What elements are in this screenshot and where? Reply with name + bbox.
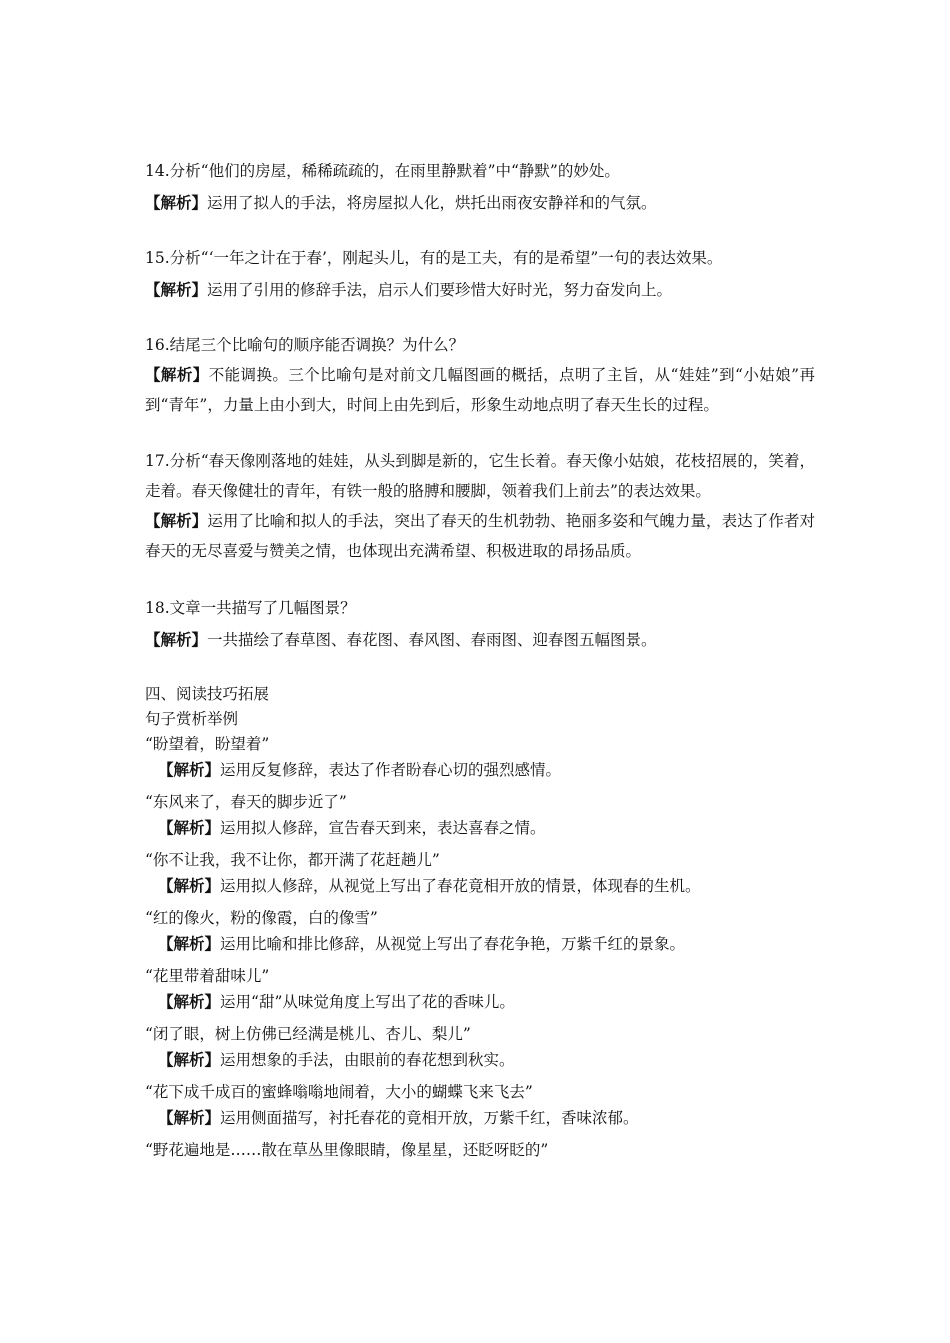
spacer — [145, 652, 815, 682]
spacer — [145, 302, 815, 333]
analysis-tag: 【解析】 — [158, 818, 221, 837]
answer-text: 运用拟人修辞，宣告春天到来，表达喜春之情。 — [220, 819, 546, 837]
analysis-tag: 【解析】 — [158, 760, 221, 779]
answer-15 — [145, 278, 815, 302]
spacer — [145, 215, 815, 246]
example-quote: “你不让我，我不让你，都开满了花赶趟儿” — [145, 851, 440, 869]
answer-17 — [145, 506, 815, 566]
answer-text: 运用想象的手法，由眼前的春花想到秋实。 — [220, 1051, 515, 1069]
spacer — [145, 566, 815, 596]
example-quote: “红的像火，粉的像霞，白的像雪” — [145, 909, 378, 927]
example-answer — [145, 931, 815, 964]
example-quote: “野花遍地是……散在草丛里像眼睛，像星星，还眨呀眨的” — [145, 1141, 549, 1159]
answer-text: 一共描绘了春草图、春花图、春风图、春雨图、迎春图五幅图景。 — [207, 631, 657, 649]
question-15: 15.分析“‘一年之计在于春’，刚起头儿，有的是工夫，有的是希望”一句的表达效果。 — [145, 249, 723, 267]
answer-text: 运用比喻和排比修辞，从视觉上写出了春花争艳，万紫千红的景象。 — [220, 935, 686, 953]
analysis-tag: 【解析】 — [158, 1050, 221, 1069]
example-quote: “花里带着甜味儿” — [145, 967, 270, 985]
example-answer — [145, 989, 815, 1022]
question-14: 14.分析“他们的房屋，稀稀疏疏的，在雨里静默着”中“静默”的妙处。 — [145, 162, 620, 180]
example-quote: “闭了眼，树上仿佛已经满是桃儿、杏儿、梨儿” — [145, 1025, 471, 1043]
spacer — [145, 420, 815, 447]
example-quote: “花下成千成百的蜜蜂嗡嗡地闹着，大小的蝴蝶飞来飞去” — [145, 1083, 533, 1101]
analysis-tag: 【解析】 — [158, 876, 221, 895]
answer-text: 运用拟人修辞，从视觉上写出了春花竟相开放的情景，体现春的生机。 — [220, 877, 701, 895]
question-16: 16.结尾三个比喻句的顺序能否调换？为什么？ — [145, 336, 465, 354]
example-answer — [145, 1047, 815, 1080]
example-answer — [145, 815, 815, 848]
answer-14 — [145, 191, 815, 215]
section-subheading: 句子赏析举例 — [145, 710, 239, 728]
example-quote: “盼望着，盼望着” — [145, 735, 270, 753]
analysis-tag: 【解析】 — [158, 1108, 221, 1127]
question-17: 17.分析“春天像刚落地的娃娃，从头到脚是新的，它生长着。春天像小姑娘，花枝招展的，笑着，走着。春天像健壮的青年，有铁一般的胳膊和腰脚，领着我们上前去”的表达效果。 — [145, 452, 815, 500]
analysis-tag: 【解析】 — [145, 193, 208, 212]
analysis-tag: 【解析】 — [145, 280, 208, 299]
answer-text: 运用“甜”从味觉角度上写出了花的香味儿。 — [220, 993, 515, 1011]
answer-text: 运用了比喻和拟人的手法，突出了春天的生机勃勃、艳丽多姿和气魄力量，表达了作者对春天的无尽喜爱与赞美之情，也体现出充满希望、积极进取的昂扬品质。 — [145, 512, 815, 560]
document-content — [145, 159, 815, 1163]
example-answer — [145, 873, 815, 906]
analysis-tag: 【解析】 — [145, 630, 208, 649]
answer-16 — [145, 360, 815, 420]
example-answer — [145, 1105, 815, 1138]
answer-text: 运用反复修辞，表达了作者盼春心切的强烈感情。 — [220, 761, 562, 779]
analysis-tag: 【解析】 — [158, 934, 221, 953]
analysis-tag: 【解析】 — [158, 992, 221, 1011]
answer-18 — [145, 628, 815, 652]
analysis-tag: 【解析】 — [145, 365, 209, 384]
analysis-tag: 【解析】 — [145, 511, 208, 530]
section-heading: 四、阅读技巧拓展 — [145, 685, 270, 703]
answer-text: 运用侧面描写，衬托春花的竟相开放，万紫千红，香味浓郁。 — [220, 1109, 639, 1127]
example-answer — [145, 757, 815, 790]
question-18: 18.文章一共描写了几幅图景？ — [145, 599, 356, 617]
answer-text: 不能调换。三个比喻句是对前文几幅图画的概括，点明了主旨，从“娃娃”到“小姑娘”再到“青年”，力量上由小到大，时间上由先到后，形象生动地点明了春天生长的过程。 — [145, 366, 815, 414]
example-quote: “东风来了，春天的脚步近了” — [145, 793, 347, 811]
answer-text: 运用了引用的修辞手法，启示人们要珍惜大好时光，努力奋发向上。 — [207, 281, 673, 299]
answer-text: 运用了拟人的手法，将房屋拟人化，烘托出雨夜安静祥和的气氛。 — [207, 194, 657, 212]
